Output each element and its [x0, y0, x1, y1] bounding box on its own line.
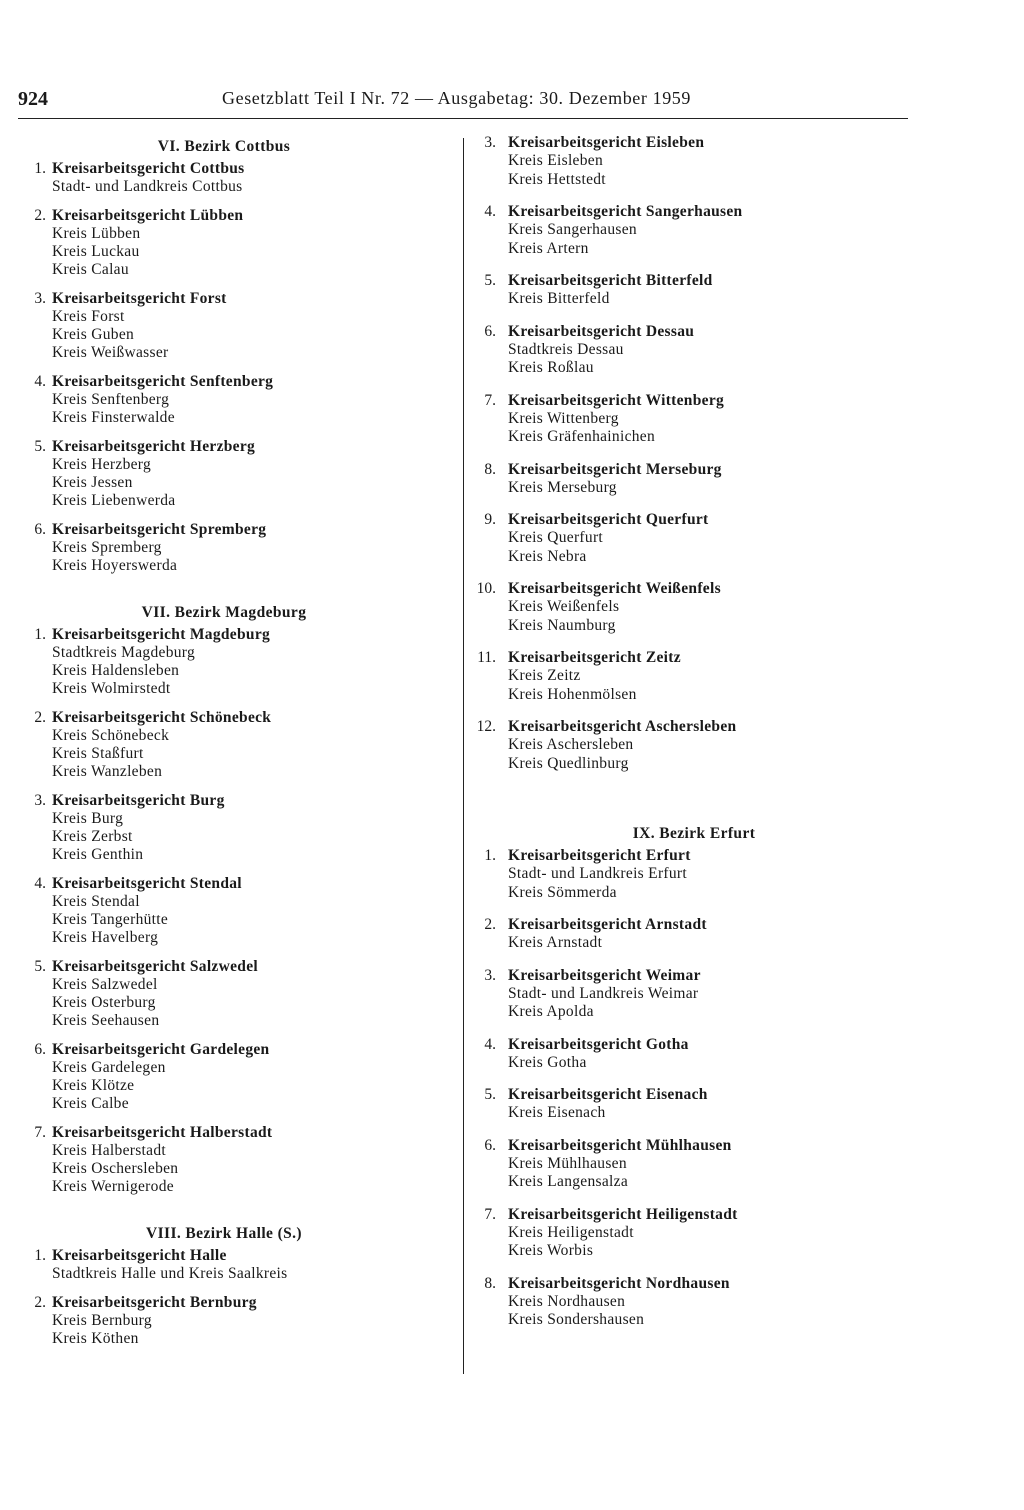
- court-name: Kreisarbeitsgericht Aschersleben: [508, 718, 737, 735]
- court-heading: [24, 290, 444, 308]
- court-name: Kreisarbeitsgericht Weißenfels: [508, 580, 721, 597]
- district-line: Kreis Nebra: [508, 547, 587, 565]
- court-number: 5.: [484, 272, 496, 289]
- district-line: Kreis Bernburg: [52, 1312, 152, 1329]
- court-heading: [474, 1137, 914, 1155]
- district-line: Kreis Gotha: [508, 1053, 587, 1071]
- court-heading: [24, 521, 444, 539]
- district-line: Kreis Guben: [52, 326, 135, 343]
- district-line: Stadt- und Landkreis Weimar: [508, 984, 699, 1002]
- district-line: Kreis Seehausen: [52, 1012, 160, 1029]
- court-entry: [474, 272, 914, 309]
- district-line: Stadtkreis Halle und Kreis Saalkreis: [52, 1265, 288, 1282]
- district-line: Kreis Sangerhausen: [508, 221, 637, 238]
- court-heading: [474, 847, 914, 865]
- left-column: [24, 134, 444, 1359]
- district-line: Kreis Halberstadt: [52, 1142, 166, 1159]
- district-line: Kreis Zerbst: [52, 828, 133, 845]
- court-entry: [24, 1294, 444, 1348]
- court-heading: [24, 1041, 444, 1059]
- court-name: Kreisarbeitsgericht Forst: [52, 290, 227, 307]
- section-title: VIII. Bezirk Halle (S.): [145, 1225, 302, 1242]
- district-line: Stadt- und Landkreis Cottbus: [52, 178, 243, 195]
- district-line: Kreis Querfurt: [508, 529, 604, 546]
- district-line: Kreis Bitterfeld: [508, 290, 610, 307]
- court-number: 2.: [484, 916, 496, 933]
- court-heading: [474, 649, 914, 667]
- court-entry: [474, 1275, 914, 1330]
- court-number: 1.: [34, 1247, 46, 1264]
- district-line: Kreis Salzwedel: [52, 976, 158, 993]
- district-line: Kreis Sondershausen: [508, 1311, 645, 1328]
- court-name: Kreisarbeitsgericht Gardelegen: [52, 1041, 270, 1058]
- bezirk-section: [24, 1221, 444, 1348]
- section-spacer: [24, 1207, 444, 1221]
- court-entry: [24, 1247, 444, 1283]
- district-line: Kreis Luckau: [52, 243, 140, 260]
- court-number: 3.: [34, 290, 46, 307]
- court-heading: [24, 875, 444, 893]
- court-heading: [474, 1275, 914, 1293]
- district-line: Kreis Schönebeck: [52, 727, 170, 744]
- district-line: Kreis Burg: [52, 810, 124, 827]
- court-entry: [24, 626, 444, 698]
- court-entry: [24, 160, 444, 196]
- court-heading: [474, 392, 914, 410]
- court-name: Kreisarbeitsgericht Erfurt: [508, 847, 691, 864]
- district-line: Kreis Wittenberg: [508, 409, 619, 427]
- court-entry: [474, 1086, 914, 1123]
- court-heading: [24, 1294, 444, 1312]
- court-number: 5.: [34, 958, 46, 975]
- district-line: Kreis Weißwasser: [52, 344, 169, 361]
- court-entry: [474, 203, 914, 258]
- court-heading: [24, 207, 444, 225]
- court-entry: [24, 958, 444, 1030]
- section-spacer: [474, 787, 914, 821]
- court-name: Kreisarbeitsgericht Spremberg: [52, 521, 267, 538]
- district-line: Kreis Genthin: [52, 846, 144, 863]
- district-line: Kreis Spremberg: [52, 539, 162, 556]
- district-line: Kreis Eisenach: [508, 1104, 606, 1121]
- court-entry: [474, 1206, 914, 1261]
- court-heading: [474, 134, 914, 152]
- district-line: Kreis Oschersleben: [52, 1160, 179, 1177]
- court-number: 6.: [34, 1041, 46, 1058]
- court-number: 2.: [34, 709, 46, 726]
- district-line: Stadtkreis Dessau: [508, 340, 624, 358]
- court-entry: [474, 1036, 914, 1073]
- district-line: Kreis Wolmirstedt: [52, 680, 171, 697]
- district-line: Kreis Forst: [52, 308, 125, 325]
- district-line: Kreis Gardelegen: [52, 1059, 166, 1076]
- court-entry: [24, 1041, 444, 1113]
- bezirk-section: [474, 821, 914, 1330]
- district-line: Kreis Hohenmölsen: [508, 685, 637, 703]
- court-number: 4.: [484, 203, 496, 220]
- section-spacer: [24, 586, 444, 600]
- bezirk-section: [24, 134, 444, 575]
- court-heading: [24, 958, 444, 976]
- district-line: Kreis Apolda: [508, 1003, 594, 1020]
- court-number: 6.: [34, 521, 46, 538]
- court-heading: [474, 461, 914, 479]
- court-entry: [474, 649, 914, 704]
- court-heading: [474, 323, 914, 341]
- court-entry: [474, 580, 914, 635]
- court-name: Kreisarbeitsgericht Merseburg: [508, 460, 722, 478]
- court-number: 3.: [484, 966, 496, 984]
- court-entry: [474, 967, 914, 1022]
- district-line: Kreis Calau: [52, 261, 129, 278]
- court-entry: [24, 1124, 444, 1196]
- district-line: Kreis Quedlinburg: [508, 754, 629, 772]
- court-name: Kreisarbeitsgericht Sangerhausen: [508, 203, 743, 220]
- court-number: 4.: [34, 373, 46, 390]
- court-number: 5.: [484, 1086, 496, 1103]
- court-number: 4.: [484, 1035, 496, 1053]
- court-entry: [474, 511, 914, 566]
- court-name: Kreisarbeitsgericht Mühlhausen: [508, 1136, 732, 1154]
- court-number: 3.: [484, 134, 496, 151]
- district-line: Kreis Senftenberg: [52, 391, 170, 408]
- page-number: 924: [18, 88, 48, 110]
- district-line: Kreis Hettstedt: [508, 170, 606, 188]
- district-line: Kreis Merseburg: [508, 478, 617, 496]
- court-heading: [24, 709, 444, 727]
- district-line: Stadtkreis Magdeburg: [52, 644, 196, 661]
- court-name: Kreisarbeitsgericht Eisenach: [508, 1086, 708, 1103]
- court-number: 1.: [34, 160, 46, 177]
- district-line: Kreis Klötze: [52, 1077, 135, 1094]
- court-name: Kreisarbeitsgericht Cottbus: [52, 160, 245, 177]
- court-name: Kreisarbeitsgericht Herzberg: [52, 438, 256, 455]
- court-name: Kreisarbeitsgericht Eisleben: [508, 134, 705, 151]
- court-name: Kreisarbeitsgericht Arnstadt: [508, 916, 707, 933]
- court-heading: [474, 1036, 914, 1054]
- court-heading: [24, 438, 444, 456]
- court-heading: [24, 626, 444, 644]
- court-entry: [24, 792, 444, 864]
- bezirk-section: [24, 600, 444, 1196]
- court-name: Kreisarbeitsgericht Querfurt: [508, 511, 709, 528]
- district-line: Kreis Stendal: [52, 893, 140, 910]
- district-line: Kreis Mühlhausen: [508, 1154, 627, 1172]
- district-line: Kreis Wernigerode: [52, 1178, 174, 1195]
- court-entry: [24, 875, 444, 947]
- court-name: Kreisarbeitsgericht Stendal: [52, 875, 242, 892]
- section-title: VII. Bezirk Magdeburg: [141, 604, 307, 621]
- court-name: Kreisarbeitsgericht Bernburg: [52, 1294, 257, 1311]
- court-entry: [474, 847, 914, 902]
- district-line: Kreis Osterburg: [52, 994, 156, 1011]
- district-line: Kreis Nordhausen: [508, 1292, 626, 1310]
- district-line: Kreis Arnstadt: [508, 934, 603, 951]
- district-line: Kreis Staßfurt: [52, 745, 144, 762]
- court-name: Kreisarbeitsgericht Wittenberg: [508, 391, 725, 409]
- right-column: [474, 134, 914, 1344]
- court-entry: [24, 709, 444, 781]
- court-number: 8.: [484, 1274, 496, 1292]
- district-line: Kreis Eisleben: [508, 152, 604, 169]
- court-number: 6.: [484, 1136, 496, 1154]
- court-heading: [24, 1247, 444, 1265]
- court-heading: [24, 792, 444, 810]
- district-line: Kreis Hoyerswerda: [52, 557, 178, 574]
- court-entry: [474, 916, 914, 953]
- district-line: Kreis Langensalza: [508, 1173, 629, 1190]
- court-name: Kreisarbeitsgericht Lübben: [52, 207, 244, 224]
- court-heading: [474, 1086, 914, 1104]
- court-number: 3.: [34, 792, 46, 809]
- district-line: Kreis Heiligenstadt: [508, 1223, 634, 1241]
- court-heading: [474, 580, 914, 598]
- court-name: Kreisarbeitsgericht Zeitz: [508, 649, 681, 666]
- court-number: 4.: [34, 875, 46, 892]
- court-entry: [474, 134, 914, 189]
- court-heading: [474, 203, 914, 221]
- court-heading: [24, 160, 444, 178]
- column-divider: [463, 138, 464, 1374]
- district-line: Kreis Finsterwalde: [52, 409, 175, 426]
- court-name: Kreisarbeitsgericht Halberstadt: [52, 1124, 273, 1141]
- court-number: 7.: [34, 1124, 46, 1141]
- court-heading: [474, 1206, 914, 1224]
- continued-section: [474, 134, 914, 773]
- district-line: Stadt- und Landkreis Erfurt: [508, 865, 687, 882]
- court-heading: [24, 373, 444, 391]
- district-line: Kreis Lübben: [52, 225, 141, 242]
- district-line: Kreis Weißenfels: [508, 598, 620, 615]
- court-entry: [24, 207, 444, 279]
- court-name: Kreisarbeitsgericht Weimar: [508, 966, 701, 984]
- district-line: Kreis Worbis: [508, 1242, 594, 1259]
- court-name: Kreisarbeitsgericht Salzwedel: [52, 958, 258, 975]
- court-name: Kreisarbeitsgericht Schönebeck: [52, 709, 272, 726]
- court-entry: [24, 290, 444, 362]
- court-entry: [24, 521, 444, 575]
- district-line: Kreis Wanzleben: [52, 763, 163, 780]
- court-number: 10.: [476, 580, 496, 597]
- court-entry: [474, 461, 914, 498]
- header-title: Gesetzblatt Teil I Nr. 72 — Ausgabetag: 30. Dezember 1959: [222, 88, 691, 108]
- page-header: [18, 88, 908, 119]
- district-line: Kreis Calbe: [52, 1095, 129, 1112]
- court-name: Kreisarbeitsgericht Gotha: [508, 1035, 689, 1053]
- district-line: Kreis Liebenwerda: [52, 492, 176, 509]
- district-line: Kreis Roßlau: [508, 359, 594, 376]
- court-name: Kreisarbeitsgericht Burg: [52, 792, 225, 809]
- court-heading: [474, 718, 914, 736]
- court-heading: [24, 1124, 444, 1142]
- court-entry: [24, 373, 444, 427]
- court-name: Kreisarbeitsgericht Heiligenstadt: [508, 1205, 738, 1223]
- court-name: Kreisarbeitsgericht Senftenberg: [52, 373, 274, 390]
- district-line: Kreis Tangerhütte: [52, 911, 169, 928]
- court-number: 5.: [34, 438, 46, 455]
- court-number: 9.: [484, 511, 496, 528]
- court-entry: [24, 438, 444, 510]
- court-number: 7.: [484, 391, 496, 409]
- court-heading: [474, 272, 914, 290]
- court-number: 11.: [477, 649, 496, 666]
- court-number: 2.: [34, 207, 46, 224]
- court-name: Kreisarbeitsgericht Halle: [52, 1247, 227, 1264]
- court-entry: [474, 718, 914, 773]
- court-number: 8.: [484, 460, 496, 478]
- district-line: Kreis Haldensleben: [52, 662, 180, 679]
- court-entry: [474, 323, 914, 378]
- court-name: Kreisarbeitsgericht Nordhausen: [508, 1274, 730, 1292]
- section-title: VI. Bezirk Cottbus: [157, 138, 291, 155]
- court-number: 1.: [34, 626, 46, 643]
- district-line: Kreis Herzberg: [52, 456, 152, 473]
- court-heading: [474, 967, 914, 985]
- court-entry: [474, 392, 914, 447]
- district-line: Kreis Naumburg: [508, 616, 616, 634]
- section-title: IX. Bezirk Erfurt: [632, 825, 756, 842]
- district-line: Kreis Sömmerda: [508, 883, 617, 901]
- court-number: 2.: [34, 1294, 46, 1311]
- court-number: 7.: [484, 1205, 496, 1223]
- court-heading: [474, 511, 914, 529]
- court-number: 1.: [484, 847, 496, 864]
- district-line: Kreis Artern: [508, 239, 589, 257]
- district-line: Kreis Zeitz: [508, 667, 581, 684]
- court-name: Kreisarbeitsgericht Magdeburg: [52, 626, 271, 643]
- district-line: Kreis Aschersleben: [508, 736, 634, 753]
- court-name: Kreisarbeitsgericht Bitterfeld: [508, 272, 713, 289]
- court-number: 12.: [476, 718, 496, 735]
- district-line: Kreis Havelberg: [52, 929, 159, 946]
- district-line: Kreis Köthen: [52, 1330, 139, 1347]
- district-line: Kreis Jessen: [52, 474, 133, 491]
- court-heading: [474, 916, 914, 934]
- court-name: Kreisarbeitsgericht Dessau: [508, 322, 695, 340]
- district-line: Kreis Gräfenhainichen: [508, 428, 656, 445]
- court-entry: [474, 1137, 914, 1192]
- court-number: 6.: [484, 322, 496, 340]
